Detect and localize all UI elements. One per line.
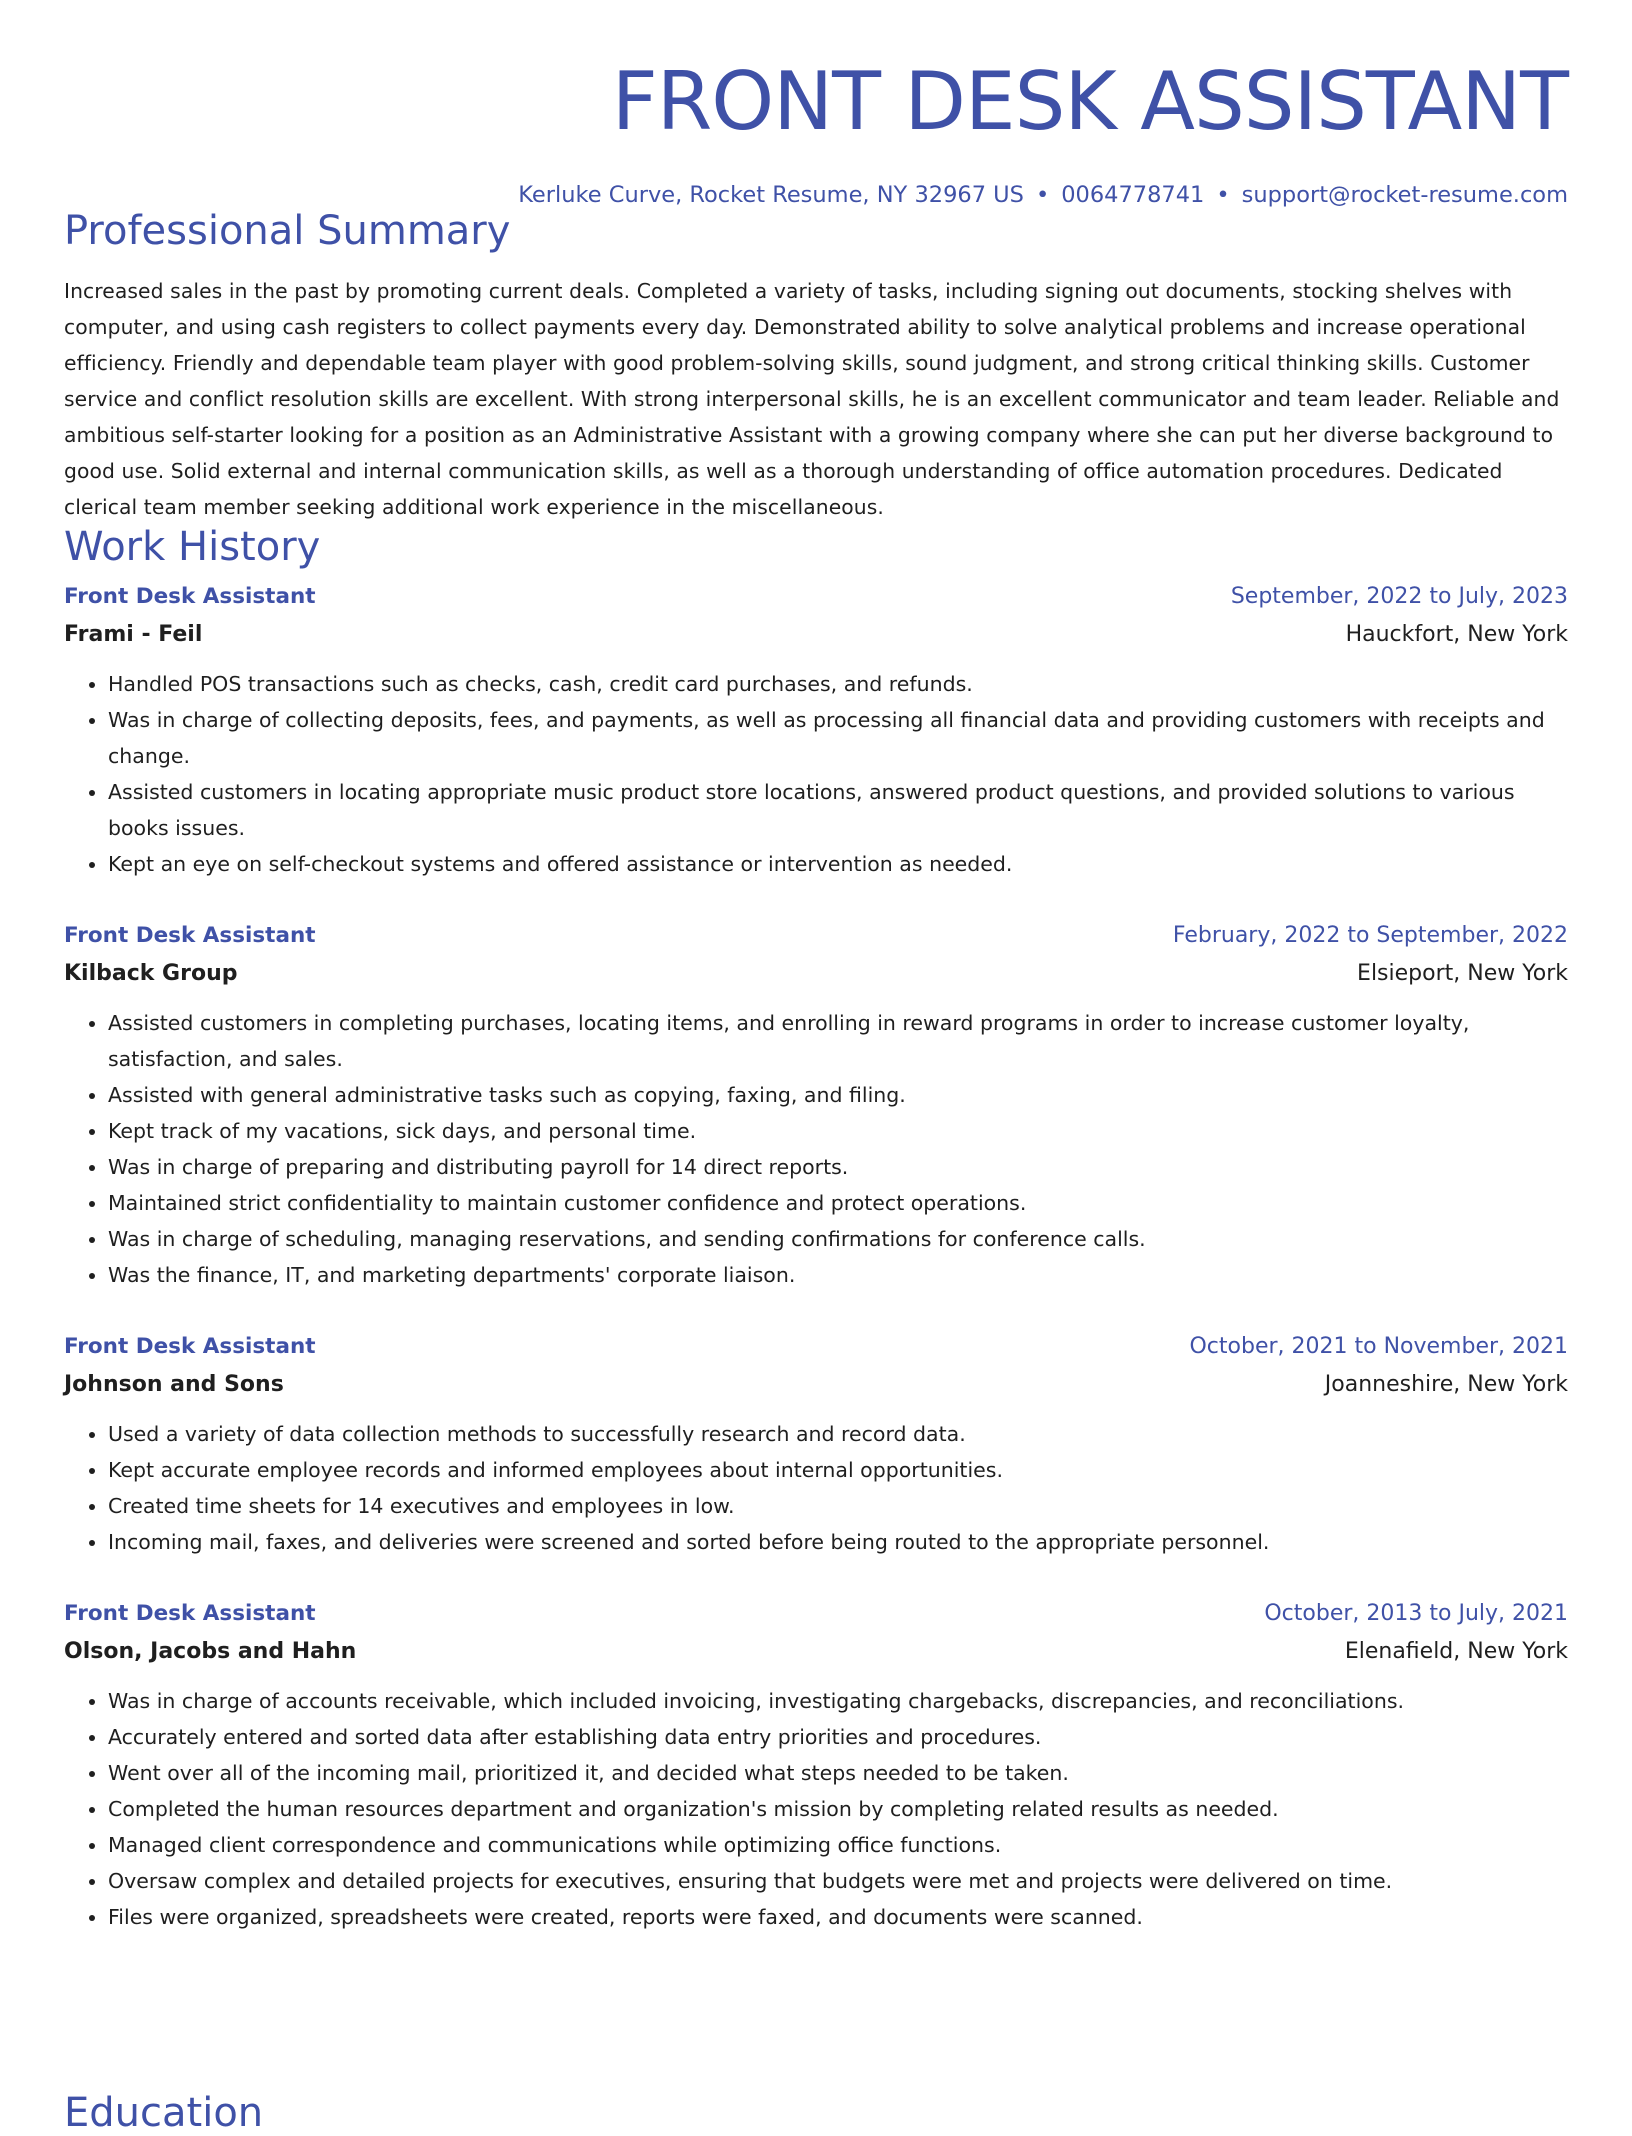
job-dates: February, 2022 to September, 2022 [1172,923,1568,948]
job-bullet-list [64,1416,1568,1560]
job-entry [64,579,1568,882]
job-entry [64,918,1568,1293]
job-company: Olson, Jacobs and Hahn [64,1639,357,1664]
resume-name-title: FRONT DESK ASSISTANT [611,55,1568,148]
contact-phone: 0064778741 [1061,182,1205,208]
job-company-row [64,1365,1568,1405]
job-bullet: • Assisted customers in completing purchases, locating items, and enrolling in reward programs in order to increase customer loyalty, satisfaction, and sales. [108,1005,1568,1077]
job-company: Johnson and Sons [64,1372,284,1397]
job-company-row [64,615,1568,655]
job-title-row [64,1596,1568,1632]
job-title: Front Desk Assistant [64,584,316,609]
job-company: Frami - Feil [64,622,203,647]
job-dates: October, 2013 to July, 2021 [1264,1601,1568,1626]
job-bullet: • Was in charge of preparing and distributing payroll for 14 direct reports. [108,1149,1568,1185]
resume-page [64,0,1568,2136]
job-title-row [64,918,1568,954]
job-bullet: • Used a variety of data collection methods to successfully research and record data. [108,1416,1568,1452]
job-bullet: • Was in charge of accounts receivable, which included invoicing, investigating chargebacks, discrepancies, and reconciliations. [108,1683,1568,1719]
job-bullet: • Kept an eye on self-checkout systems and offered assistance or intervention as needed. [108,846,1568,882]
work-history-heading: Work History [64,524,321,570]
job-company: Kilback Group [64,961,238,986]
job-title: Front Desk Assistant [64,1601,316,1626]
job-bullet: • Accurately entered and sorted data after establishing data entry priorities and procedures. [108,1719,1568,1755]
job-company-row [64,1632,1568,1672]
job-bullet-list [64,1005,1568,1293]
job-title-row [64,1329,1568,1365]
job-location: Hauckfort, New York [1345,622,1568,647]
job-entry [64,1329,1568,1560]
job-bullet: • Was the finance, IT, and marketing departments' corporate liaison. [108,1257,1568,1293]
job-bullet: • Was in charge of scheduling, managing reservations, and sending confirmations for conference calls. [108,1221,1568,1257]
job-bullet: • Went over all of the incoming mail, prioritized it, and decided what steps needed to be taken. [108,1755,1568,1791]
work-history-list [64,579,1568,1935]
job-entry [64,1596,1568,1935]
job-bullet: • Kept track of my vacations, sick days, and personal time. [108,1113,1568,1149]
job-bullet: • Files were organized, spreadsheets were created, reports were faxed, and documents were scanned. [108,1899,1568,1935]
job-bullet: • Incoming mail, faxes, and deliveries were screened and sorted before being routed to the appropriate personnel. [108,1524,1568,1560]
job-title: Front Desk Assistant [64,923,316,948]
job-bullet-list [64,666,1568,882]
job-bullet-list [64,1683,1568,1935]
job-bullet: • Kept accurate employee records and informed employees about internal opportunities. [108,1452,1568,1488]
contact-separator: • [1216,182,1230,208]
job-location: Elsieport, New York [1357,961,1568,986]
contact-separator: • [1035,182,1050,208]
contact-line [64,182,1568,209]
summary-text: Increased sales in the past by promoting current deals. Completed a variety of tasks, including signing out documents, stocking shelves with computer, and using cash registers to collect payments every day. Demonstrated ability to solve analytical problems and increase operational efficiency. Friendly and dependable team player with good problem-solving skills, sound judgment, and strong critical thinking skills. Customer service and conflict resolution skills are excellent. With strong interpersonal skills, he is an excellent communicator and team leader. Reliable and ambitious self-starter looking for a position as an Administrative Assistant with a growing company where she can put her diverse background to good use. Solid external and internal communication skills, as well as a thorough understanding of office automation procedures. Dedicated clerical team member seeking additional work experience in the miscellaneous. [64,279,1560,519]
job-title: Front Desk Assistant [64,1334,316,1359]
job-bullet: • Created time sheets for 14 executives and employees in low. [108,1488,1568,1524]
job-bullet: • Maintained strict confidentiality to maintain customer confidence and protect operations. [108,1185,1568,1221]
contact-email: support@rocket-resume.com [1241,182,1568,208]
job-title-row [64,579,1568,615]
contact-address: Kerluke Curve, Rocket Resume, NY 32967 US [518,182,1024,208]
job-location: Joanneshire, New York [1324,1372,1568,1397]
job-bullet: • Completed the human resources department and organization's mission by completing related results as needed. [108,1791,1568,1827]
job-location: Elenafield, New York [1344,1639,1568,1664]
job-bullet: • Handled POS transactions such as checks, cash, credit card purchases, and refunds. [108,666,1568,702]
job-bullet: • Assisted customers in locating appropriate music product store locations, answered product questions, and provided solutions to various books issues. [108,774,1568,846]
job-company-row [64,954,1568,994]
job-bullet: • Oversaw complex and detailed projects for executives, ensuring that budgets were met and projects were delivered on time. [108,1863,1568,1899]
job-bullet: • Managed client correspondence and communications while optimizing office functions. [108,1827,1568,1863]
summary-heading: Professional Summary [64,208,511,254]
job-dates: October, 2021 to November, 2021 [1189,1334,1568,1359]
job-bullet: • Assisted with general administrative tasks such as copying, faxing, and filing. [108,1077,1568,1113]
job-dates: September, 2022 to July, 2023 [1230,584,1568,609]
education-heading: Education [64,2090,264,2136]
job-bullet: • Was in charge of collecting deposits, fees, and payments, as well as processing all financial data and providing customers with receipts and change. [108,702,1568,774]
